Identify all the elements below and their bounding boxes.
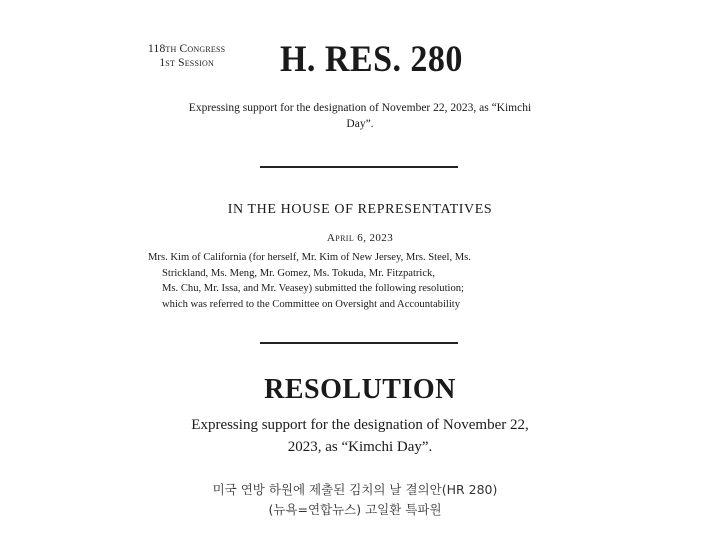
- summary-text: [150, 100, 570, 132]
- caption-line-1: 미국 연방 하원에 제출된 김치의 날 결의안(HR 280): [212, 482, 498, 497]
- resolution-title: RESOLUTION: [264, 374, 456, 405]
- sponsors-paragraph: [148, 250, 574, 312]
- sponsors-line-3: Ms. Chu, Mr. Issa, and Mr. Veasey) submitted the following resolution;: [162, 283, 464, 294]
- chamber-heading: IN THE HOUSE OF REPRESENTATIVES: [227, 202, 493, 217]
- session-label: 1st Session: [159, 57, 214, 69]
- introduction-date: April 6, 2023: [326, 232, 394, 244]
- congress-label: 118th Congress: [148, 43, 226, 55]
- resolution-description: [150, 414, 570, 458]
- divider-rule-bottom: [260, 342, 458, 344]
- bill-header: [140, 38, 500, 86]
- resolution-number: H. RES. 280: [280, 39, 463, 80]
- sponsors-line-1: Mrs. Kim of California (for herself, Mr. Kim of New Jersey, Mrs. Steel, Ms.: [148, 252, 471, 263]
- sponsors-line-2: Strickland, Ms. Meng, Mr. Gomez, Ms. Tokuda, Mr. Fitzpatrick,: [162, 267, 436, 279]
- summary-line-2: Day”.: [346, 118, 374, 130]
- divider-rule-top: [260, 166, 458, 168]
- resolution-line-1: Expressing support for the designation of November 22,: [191, 417, 529, 433]
- sponsors-line-4: which was referred to the Committee on Oversight and Accountability: [162, 298, 461, 310]
- summary-line-1: Expressing support for the designation of November 22, 2023, as “Kimchi: [188, 102, 532, 114]
- photo-caption: [100, 480, 610, 520]
- resolution-line-2: 2023, as “Kimchi Day”.: [287, 439, 433, 455]
- congress-session: [148, 42, 225, 70]
- caption-line-2: (뉴욕=연합뉴스) 고일환 특파원: [268, 502, 442, 517]
